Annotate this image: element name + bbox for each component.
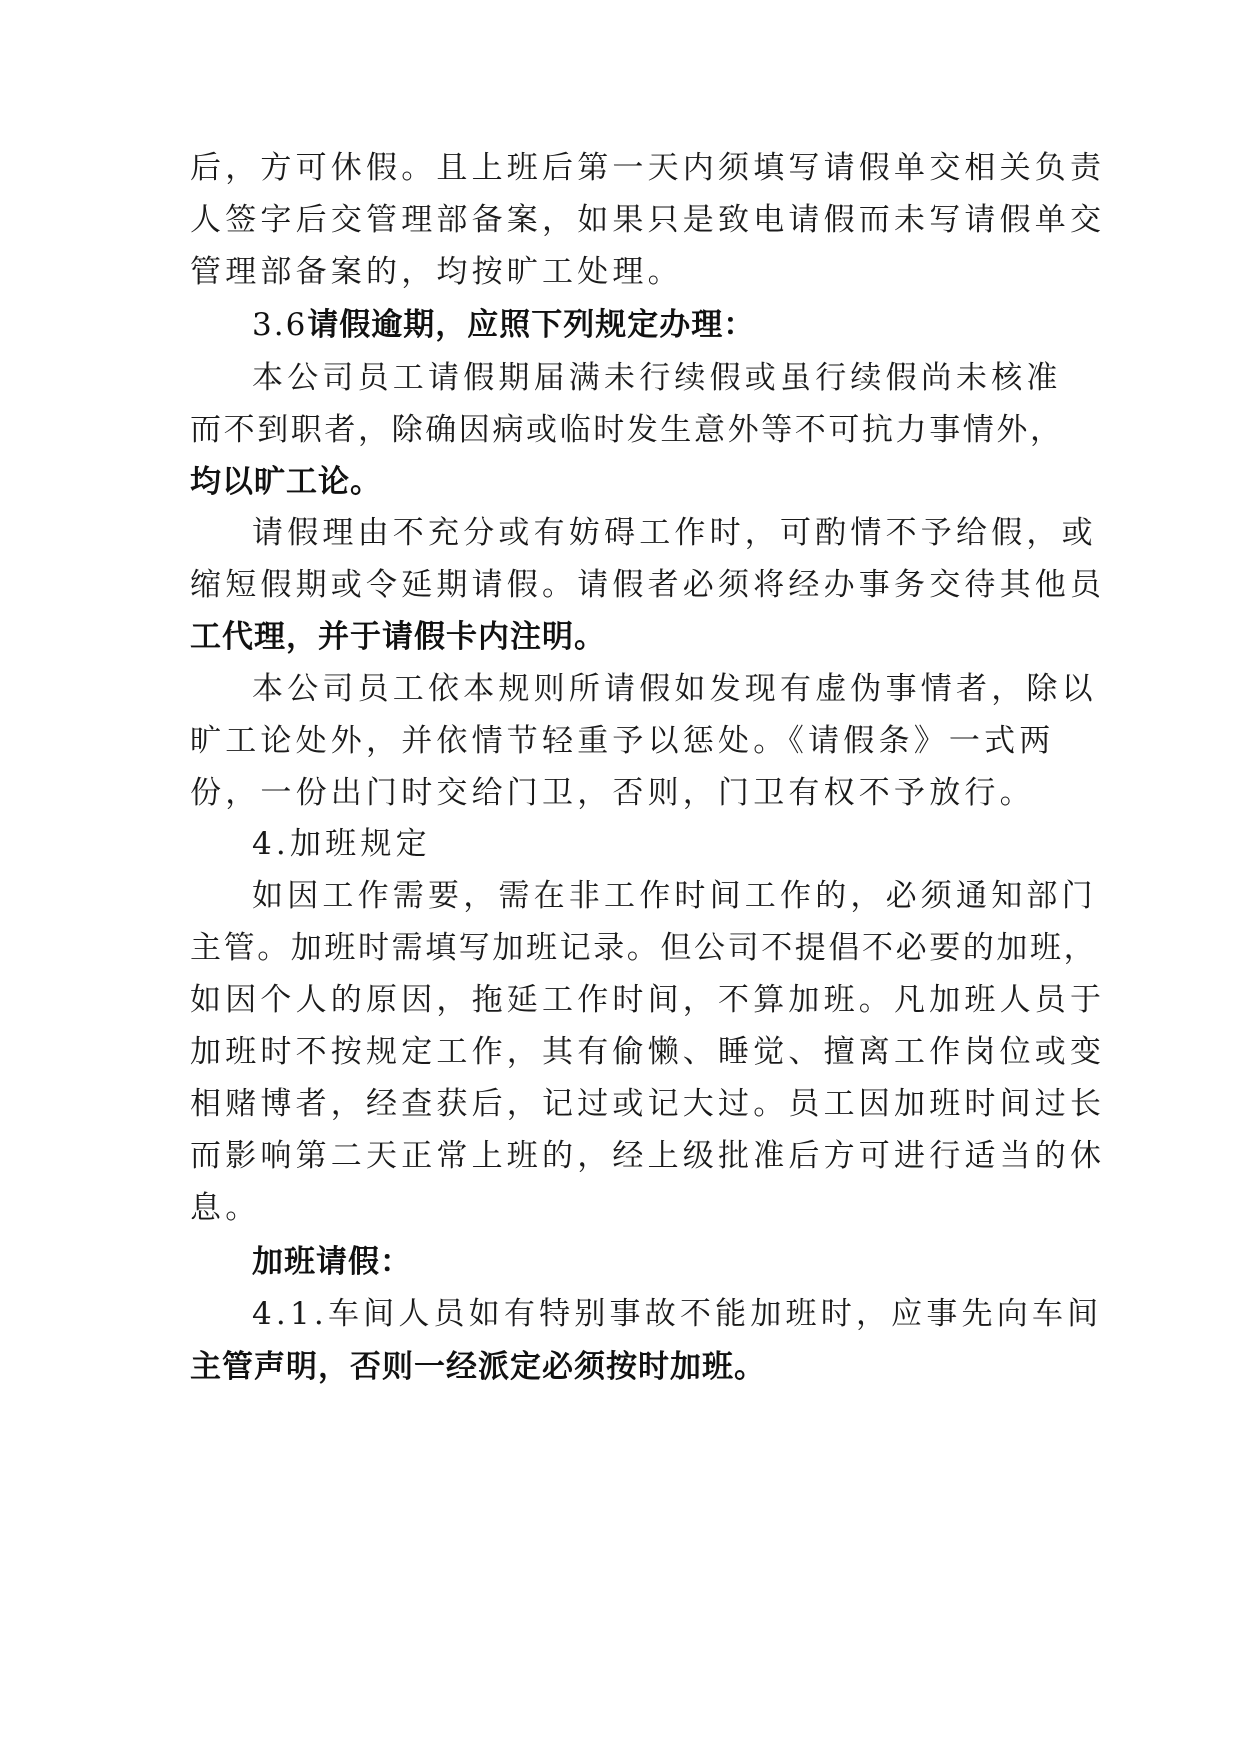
paragraph-line: 本公司员工请假期届满未行续假或虽行续假尚未核准 [252, 360, 1062, 396]
paragraph-line: 本公司员工依本规则所请假如发现有虚伪事情者，除以 [252, 671, 1097, 707]
paragraph-line: 而不到职者，除确因病或临时发生意外等不可抗力事情外， [190, 412, 1064, 448]
paragraph-line: 缩短假期或令延期请假。请假者必须将经办事务交待其他员 [190, 567, 1106, 603]
paragraph-line: 请假理由不充分或有妨碍工作时，可酌情不予给假，或 [252, 515, 1097, 551]
paragraph-line: 管理部备案的，均按旷工处理。 [190, 254, 683, 290]
paragraph-line: 4.1.车间人员如有特别事故不能加班时，应事先向车间 [252, 1296, 1103, 1332]
subheading-overtime-leave: 加班请假： [252, 1244, 412, 1280]
section-heading-text: 请假逾期，应照下列规定办理： [307, 307, 756, 343]
paragraph-line: 旷工论处外，并依情节轻重予以惩处。《请假条》一式两 [190, 723, 1055, 759]
paragraph-line-bold: 均以旷工论。 [190, 464, 382, 500]
paragraph-line-bold: 工代理，并于请假卡内注明。 [190, 619, 606, 655]
paragraph-line-bold: 主管声明，否则一经派定必须按时加班。 [190, 1349, 766, 1385]
paragraph-line: 息。 [190, 1190, 261, 1226]
paragraph-line: 后，方可休假。且上班后第一天内须填写请假单交相关负责 [190, 150, 1106, 186]
paragraph-line: 如因工作需要，需在非工作时间工作的，必须通知部门 [252, 878, 1097, 914]
paragraph-line: 份，一份出门时交给门卫，否则，门卫有权不予放行。 [190, 775, 1035, 811]
paragraph-line: 如因个人的原因，拖延工作时间，不算加班。凡加班人员于 [190, 982, 1106, 1018]
paragraph-line: 而影响第二天正常上班的，经上级批准后方可进行适当的休 [190, 1138, 1106, 1174]
paragraph-line: 相赌博者，经查获后，记过或记大过。员工因加班时间过长 [190, 1086, 1106, 1122]
paragraph-line: 主管。加班时需填写加班记录。但公司不提倡不必要的加班， [190, 930, 1098, 966]
paragraph-line: 人签字后交管理部备案，如果只是致电请假而未写请假单交 [190, 202, 1106, 238]
section-heading-4: 4.加班规定 [252, 826, 431, 862]
paragraph-line: 加班时不按规定工作，其有偷懒、睡觉、擅离工作岗位或变 [190, 1034, 1106, 1070]
section-number: 3.6 [252, 307, 308, 343]
section-heading-3-6 [252, 295, 1050, 355]
